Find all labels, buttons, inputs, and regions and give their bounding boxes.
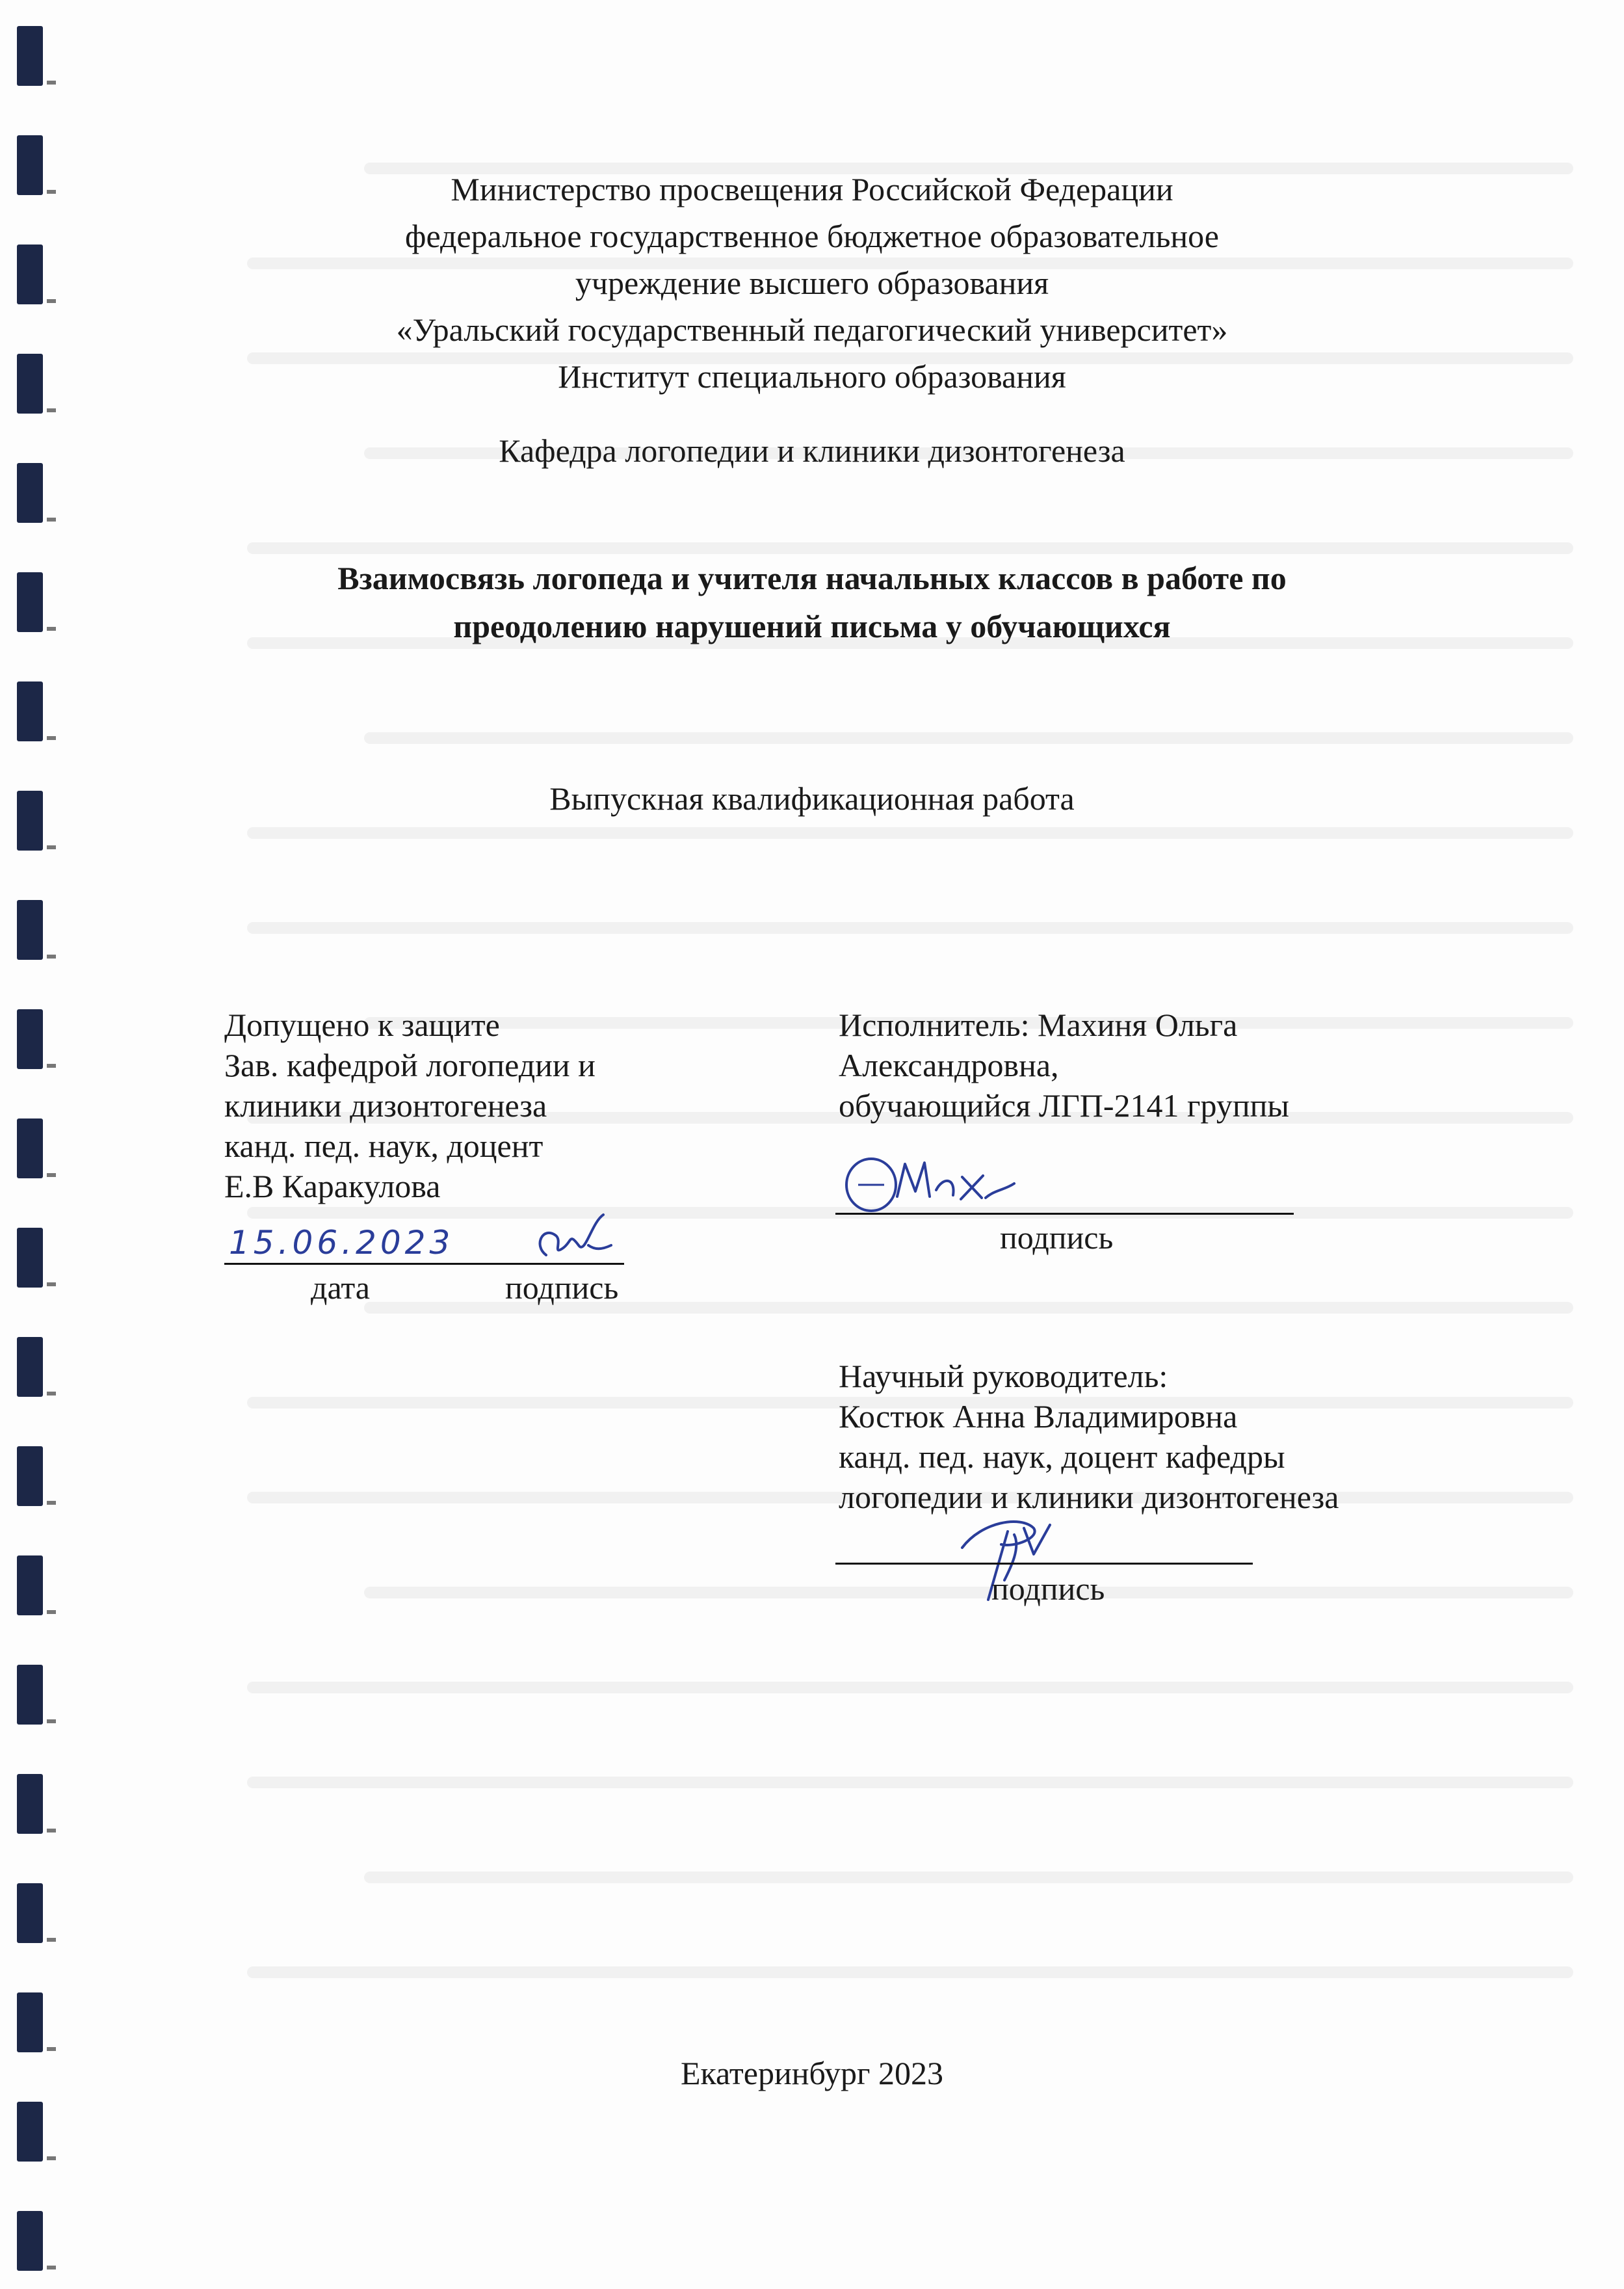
binding-mark (47, 1610, 56, 1614)
header-line-institute: Институт специального образования (558, 358, 1066, 395)
show-through-line (364, 732, 1573, 744)
binding-mark (47, 81, 56, 85)
binding-hole (17, 1118, 43, 1178)
admission-line-4: канд. пед. наук, доцент (224, 1128, 544, 1164)
executor-block (839, 1005, 1289, 1126)
binding-hole (17, 1228, 43, 1288)
supervisor-signature-line (835, 1563, 1253, 1565)
city-year (0, 2050, 1624, 2097)
binding-mark (47, 845, 56, 849)
binding-mark (47, 408, 56, 412)
thesis-title-line-2: преодолению нарушений письма у обучающихся (453, 608, 1171, 644)
show-through-line (247, 827, 1573, 839)
thesis-title-line-1: Взаимосвязь логопеда и учителя начальных классов в работе по (337, 560, 1287, 596)
show-through-line (247, 542, 1573, 554)
executor-line-3: обучающийся ЛГП-2141 группы (839, 1087, 1289, 1124)
binding-mark (47, 955, 56, 959)
department-name (0, 427, 1624, 474)
binding-mark (47, 1064, 56, 1068)
handwritten-date: 15.06.2023 (229, 1224, 454, 1262)
binding-hole (17, 1992, 43, 2052)
show-through-line (364, 1872, 1573, 1883)
executor-signature (832, 1144, 1027, 1223)
binding-hole (17, 900, 43, 960)
executor-signature-caption: подпись (1000, 1219, 1114, 1256)
department-label: Кафедра логопедии и клиники дизонтогенеза (499, 432, 1125, 469)
binding-hole (17, 1665, 43, 1725)
binding-hole (17, 1009, 43, 1069)
binding-mark (47, 736, 56, 740)
admission-line-2: Зав. кафедрой логопедии и (224, 1047, 596, 1083)
work-type-label: Выпускная квалификационная работа (549, 780, 1075, 817)
header-line-university: «Уральский государственный педагогический университет» (396, 311, 1228, 348)
supervisor-line-1: Научный руководитель: (839, 1358, 1168, 1394)
head-of-department-signature (527, 1210, 624, 1268)
date-caption: дата (311, 1269, 370, 1306)
binding-hole (17, 681, 43, 741)
header-line-federal: федеральное государственное бюджетное образовательное (405, 218, 1219, 254)
city-year-label: Екатеринбург 2023 (680, 2055, 944, 2091)
work-type (0, 775, 1624, 822)
binding-mark (47, 1173, 56, 1177)
binding-hole (17, 26, 43, 86)
supervisor-signature-caption: подпись (991, 1570, 1105, 1607)
binding-hole (17, 1446, 43, 1506)
binding-hole (17, 1883, 43, 1943)
binding-mark (47, 518, 56, 522)
supervisor-line-2: Костюк Анна Владимировна (839, 1398, 1238, 1435)
admission-line-5: Е.В Каракулова (224, 1168, 441, 1204)
binding-mark (47, 1719, 56, 1723)
executor-line-1: Исполнитель: Махиня Ольга (839, 1007, 1238, 1043)
binding-mark (47, 1392, 56, 1396)
admission-line-3: клиники дизонтогенеза (224, 1087, 547, 1124)
binding-hole (17, 1774, 43, 1834)
binding-hole (17, 1337, 43, 1397)
executor-line-2: Александровна, (839, 1047, 1059, 1083)
binding-mark (47, 1829, 56, 1833)
binding-mark (47, 2266, 56, 2269)
thesis-title (0, 554, 1624, 650)
supervisor-line-3: канд. пед. наук, доцент кафедры (839, 1438, 1285, 1475)
binding-hole (17, 2211, 43, 2271)
supervisor-block (839, 1356, 1339, 1517)
binding-hole (17, 1555, 43, 1615)
show-through-line (247, 1777, 1573, 1788)
binding-mark (47, 1282, 56, 1286)
executor-signature-line (835, 1213, 1294, 1215)
binding-mark (47, 2156, 56, 2160)
header-line-institution-type: учреждение высшего образования (575, 265, 1049, 301)
show-through-line (247, 1966, 1573, 1978)
institution-header (0, 166, 1624, 400)
header-line-ministry: Министерство просвещения Российской Федерации (451, 171, 1173, 207)
binding-mark (47, 1501, 56, 1505)
show-through-line (247, 922, 1573, 934)
supervisor-line-4: логопедии и клиники дизонтогенеза (839, 1479, 1339, 1515)
admission-signature-caption: подпись (505, 1269, 619, 1306)
binding-hole (17, 2102, 43, 2162)
binding-mark (47, 1938, 56, 1942)
admission-block (224, 1005, 596, 1206)
admission-line-1: Допущено к защите (224, 1007, 500, 1043)
show-through-line (247, 1682, 1573, 1693)
admission-signature-line (224, 1263, 624, 1265)
